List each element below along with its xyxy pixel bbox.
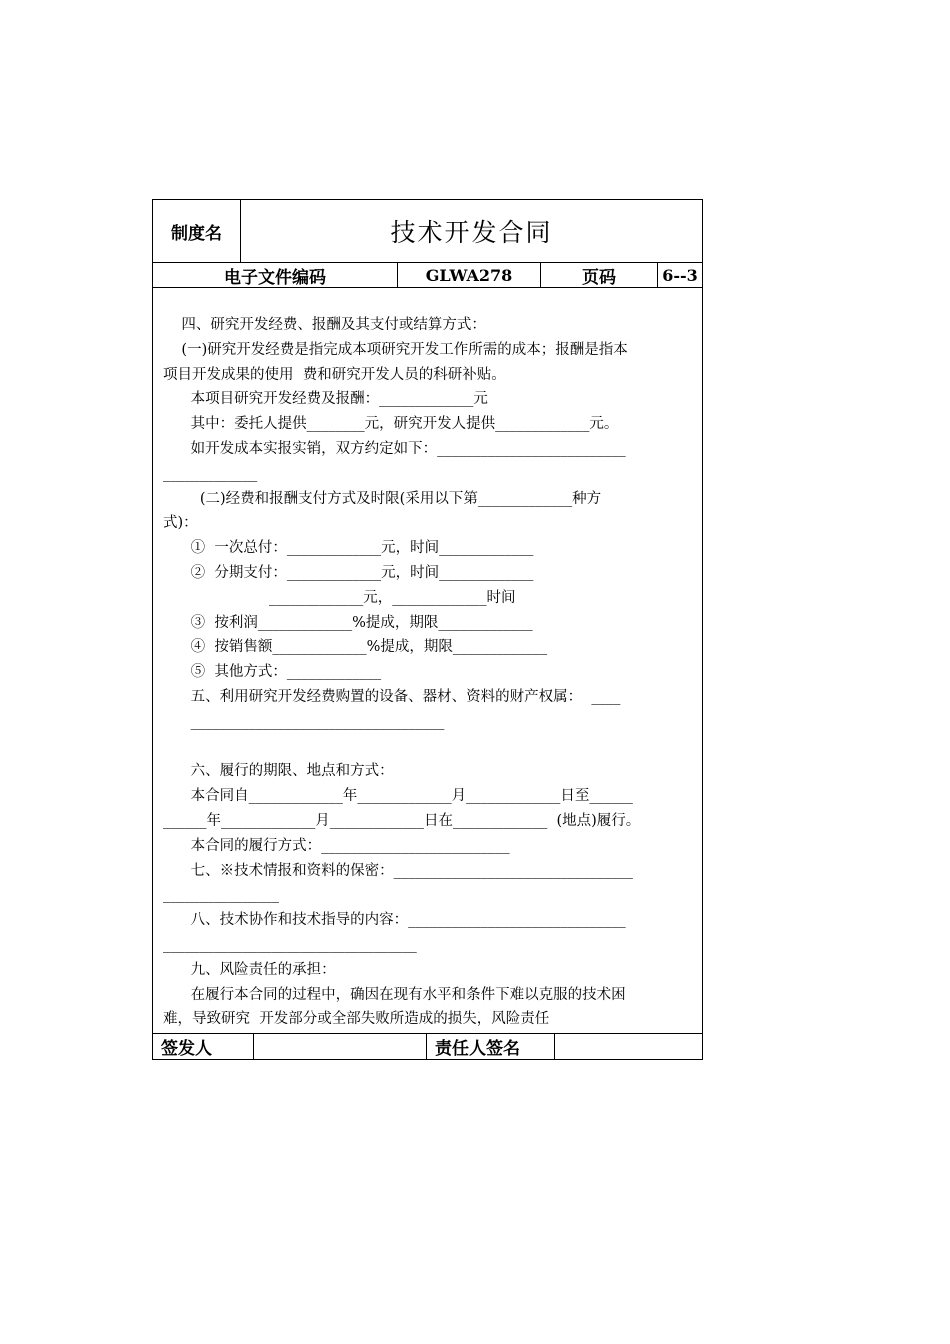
body-line: ________________ [163, 887, 279, 904]
body-line: ④ 按销售额_____________%提成，期限_____________ [163, 639, 548, 656]
body-line: ① 一次总付：_____________元，时间_____________ [163, 540, 534, 557]
body-line: 七、※技术情报和资料的保密：_________________________________ [163, 862, 633, 879]
body-line: ___________________________________ [163, 713, 445, 730]
body-line: 五、利用研究开发经费购置的设备、器材、资料的财产权属： ____ [163, 689, 621, 705]
file-code-label: 电子文件编码 [153, 263, 398, 287]
body-line: _____________ [163, 465, 258, 482]
page-label: 页码 [541, 263, 658, 287]
document-title: 技术开发合同 [390, 218, 553, 247]
signer-field[interactable] [254, 1034, 427, 1059]
body-line: ⑤ 其他方式：_____________ [163, 664, 382, 681]
body-line: (一)研究开发经费是指完成本项研究开发工作所需的成本；报酬是指本 [163, 341, 628, 358]
code-row [153, 263, 702, 288]
body-line: 四、研究开发经费、报酬及其支付或结算方式： [163, 317, 486, 333]
body-line: 八、技术协作和技术指导的内容：______________________________ [163, 912, 626, 929]
body-line: 本项目研究开发经费及报酬：_____________元 [163, 391, 488, 408]
signature-row [153, 1033, 702, 1059]
body-line: 本合同自_____________年_____________月_____________日至______ [163, 788, 633, 805]
title-row [153, 200, 702, 263]
system-name-label: 制度名 [153, 200, 241, 262]
body-line: ③ 按利润_____________%提成，期限_____________ [163, 614, 533, 631]
body-line: 六、履行的期限、地点和方式： [163, 763, 394, 780]
body-line: ___________________________________ [163, 937, 417, 953]
body-line: 项目开发成果的使用 费和研究开发人员的科研补贴。 [163, 366, 506, 383]
responsible-label: 责任人签名 [427, 1034, 555, 1059]
body-line: 式)： [163, 515, 198, 532]
body-line: 在履行本合同的过程中，确因在现有水平和条件下难以克服的技术困 [163, 986, 626, 1003]
document-frame [152, 199, 703, 1060]
body-line: 本合同的履行方式：__________________________ [163, 837, 510, 854]
file-code-value: GLWA278 [398, 263, 541, 287]
body-line: 其中：委托人提供________元，研究开发人提供_____________元。 [163, 416, 619, 433]
body-line: (二)经费和报酬支付方式及时限(采用以下第_____________种方 [163, 490, 602, 507]
contract-body [153, 288, 702, 1035]
page-value: 6--3 [662, 265, 698, 285]
body-line: ② 分期支付：_____________元，时间_____________ [163, 565, 534, 581]
responsible-signature-field[interactable] [555, 1034, 702, 1059]
body-line: ______年_____________月_____________日在_____________ (地点)履行。 [163, 813, 641, 829]
signer-label: 签发人 [153, 1034, 254, 1059]
body-line: _____________元，_____________时间 [163, 589, 516, 606]
body-line: 九、风险责任的承担： [163, 961, 336, 978]
body-line: 如开发成本实报实销，双方约定如下：__________________________ [163, 441, 626, 457]
body-line: 难，导致研究 开发部分或全部失败所造成的损失，风险责任 [163, 1011, 550, 1028]
